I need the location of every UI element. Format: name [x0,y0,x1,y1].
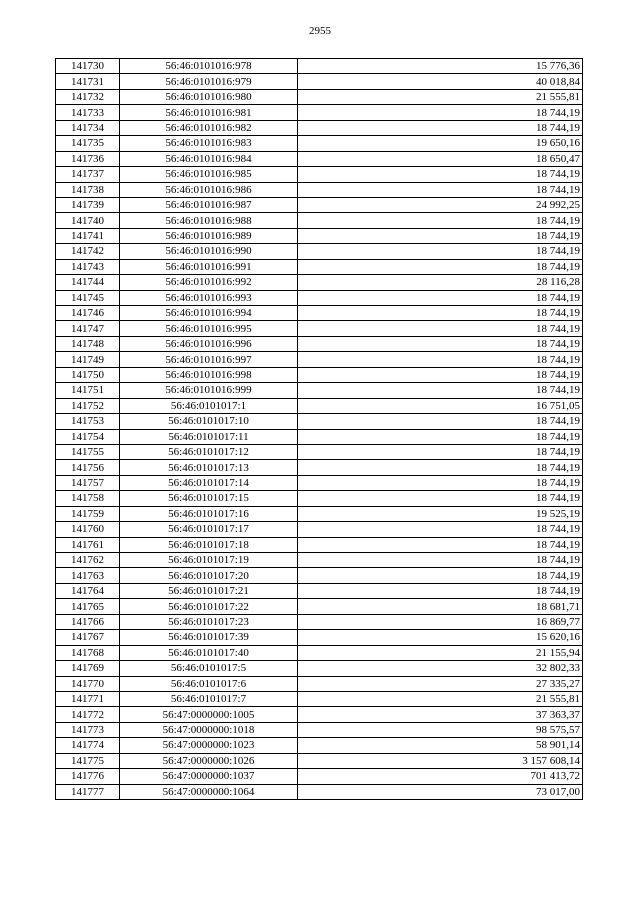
cadastral-number-cell: 56:46:0101016:993 [120,290,298,305]
cadastral-number-cell: 56:46:0101017:13 [120,460,298,475]
cadastral-number-cell: 56:46:0101016:982 [120,120,298,135]
cadastral-value-cell: 40 018,84 [298,74,583,89]
row-number-cell: 141739 [56,197,120,212]
cadastral-value-cell: 18 744,19 [298,537,583,552]
table-row [56,74,583,89]
cadastral-number-cell: 56:46:0101017:21 [120,583,298,598]
cadastral-number-cell: 56:46:0101017:5 [120,661,298,676]
row-number-cell: 141774 [56,738,120,753]
row-number-cell: 141761 [56,537,120,552]
cadastral-value-cell: 15 776,36 [298,59,583,74]
table-row [56,59,583,74]
cadastral-number-cell: 56:46:0101017:18 [120,537,298,552]
table-row [56,120,583,135]
cadastral-number-cell: 56:46:0101016:999 [120,383,298,398]
table-row [56,553,583,568]
cadastral-value-cell: 18 744,19 [298,120,583,135]
cadastral-value-cell: 73 017,00 [298,784,583,799]
cadastral-value-cell: 58 901,14 [298,738,583,753]
table-row [56,722,583,737]
cadastral-value-cell: 3 157 608,14 [298,753,583,768]
cadastral-number-cell: 56:46:0101016:995 [120,321,298,336]
row-number-cell: 141738 [56,182,120,197]
row-number-cell: 141749 [56,352,120,367]
row-number-cell: 141747 [56,321,120,336]
cadastral-number-cell: 56:47:0000000:1018 [120,722,298,737]
table-row [56,228,583,243]
cadastral-number-cell: 56:47:0000000:1023 [120,738,298,753]
cadastral-value-cell: 16 869,77 [298,614,583,629]
table-row [56,275,583,290]
cadastral-number-cell: 56:46:0101016:986 [120,182,298,197]
cadastral-value-cell: 18 744,19 [298,444,583,459]
table-row [56,398,583,413]
row-number-cell: 141755 [56,444,120,459]
cadastral-number-cell: 56:46:0101017:22 [120,599,298,614]
cadastral-value-cell: 32 802,33 [298,661,583,676]
table-row [56,259,583,274]
cadastral-value-cell: 18 744,19 [298,475,583,490]
cadastral-value-cell: 18 744,19 [298,228,583,243]
table-row [56,383,583,398]
cadastral-number-cell: 56:46:0101017:7 [120,691,298,706]
table-row [56,429,583,444]
table-row [56,583,583,598]
cadastral-number-cell: 56:46:0101016:981 [120,105,298,120]
cadastral-value-cell: 21 555,81 [298,89,583,104]
row-number-cell: 141731 [56,74,120,89]
row-number-cell: 141754 [56,429,120,444]
cadastral-value-cell: 18 744,19 [298,290,583,305]
cadastral-number-cell: 56:46:0101016:991 [120,259,298,274]
table-row [56,213,583,228]
row-number-cell: 141756 [56,460,120,475]
table-row [56,707,583,722]
table-row [56,769,583,784]
table-row [56,691,583,706]
cadastral-value-cell: 18 744,19 [298,244,583,259]
cadastral-value-cell: 18 744,19 [298,583,583,598]
cadastral-number-cell: 56:46:0101016:985 [120,167,298,182]
table-row [56,537,583,552]
cadastral-number-cell: 56:46:0101016:984 [120,151,298,166]
cadastral-value-cell: 19 525,19 [298,506,583,521]
cadastral-value-cell: 18 744,19 [298,553,583,568]
table-row [56,89,583,104]
row-number-cell: 141745 [56,290,120,305]
cadastral-number-cell: 56:46:0101017:39 [120,630,298,645]
cadastral-value-cell: 18 744,19 [298,414,583,429]
table-row [56,753,583,768]
table-row [56,614,583,629]
row-number-cell: 141752 [56,398,120,413]
row-number-cell: 141750 [56,367,120,382]
table-row [56,197,583,212]
table-row [56,645,583,660]
row-number-cell: 141775 [56,753,120,768]
table-row [56,167,583,182]
cadastral-number-cell: 56:47:0000000:1037 [120,769,298,784]
cadastral-value-cell: 18 744,19 [298,383,583,398]
table-row [56,738,583,753]
table-row [56,244,583,259]
page-number: 2955 [309,25,331,37]
cadastral-number-cell: 56:46:0101017:19 [120,553,298,568]
cadastral-number-cell: 56:47:0000000:1064 [120,784,298,799]
cadastral-number-cell: 56:46:0101016:979 [120,74,298,89]
row-number-cell: 141736 [56,151,120,166]
cadastral-value-cell: 18 744,19 [298,167,583,182]
cadastral-number-cell: 56:47:0000000:1026 [120,753,298,768]
cadastral-number-cell: 56:46:0101016:988 [120,213,298,228]
cadastral-number-cell: 56:46:0101017:16 [120,506,298,521]
row-number-cell: 141742 [56,244,120,259]
table-row [56,599,583,614]
cadastral-value-cell: 18 744,19 [298,491,583,506]
table-row [56,475,583,490]
table-row [56,676,583,691]
table-row [56,568,583,583]
row-number-cell: 141734 [56,120,120,135]
cadastral-number-cell: 56:46:0101016:994 [120,306,298,321]
cadastral-value-table [55,58,583,800]
cadastral-value-cell: 18 744,19 [298,336,583,351]
table-row [56,105,583,120]
row-number-cell: 141751 [56,383,120,398]
row-number-cell: 141732 [56,89,120,104]
cadastral-value-cell: 24 992,25 [298,197,583,212]
cadastral-number-cell: 56:46:0101017:14 [120,475,298,490]
cadastral-number-cell: 56:46:0101017:20 [120,568,298,583]
cadastral-number-cell: 56:46:0101016:989 [120,228,298,243]
table-row [56,444,583,459]
row-number-cell: 141741 [56,228,120,243]
cadastral-number-cell: 56:46:0101017:15 [120,491,298,506]
cadastral-number-cell: 56:46:0101016:990 [120,244,298,259]
row-number-cell: 141760 [56,522,120,537]
row-number-cell: 141777 [56,784,120,799]
cadastral-value-cell: 18 744,19 [298,182,583,197]
table-row [56,522,583,537]
cadastral-value-cell: 18 744,19 [298,213,583,228]
table-row [56,630,583,645]
cadastral-number-cell: 56:46:0101017:12 [120,444,298,459]
table-row [56,414,583,429]
table-row [56,290,583,305]
cadastral-number-cell: 56:46:0101016:980 [120,89,298,104]
cadastral-number-cell: 56:46:0101016:997 [120,352,298,367]
cadastral-number-cell: 56:46:0101017:23 [120,614,298,629]
row-number-cell: 141770 [56,676,120,691]
table-row [56,506,583,521]
cadastral-value-cell: 21 155,94 [298,645,583,660]
row-number-cell: 141766 [56,614,120,629]
cadastral-number-cell: 56:46:0101016:978 [120,59,298,74]
cadastral-value-cell: 16 751,05 [298,398,583,413]
table-row [56,151,583,166]
cadastral-number-cell: 56:46:0101016:983 [120,136,298,151]
row-number-cell: 141743 [56,259,120,274]
cadastral-value-cell: 18 744,19 [298,105,583,120]
row-number-cell: 141759 [56,506,120,521]
row-number-cell: 141740 [56,213,120,228]
cadastral-value-cell: 18 744,19 [298,259,583,274]
table-row [56,491,583,506]
cadastral-number-cell: 56:46:0101017:11 [120,429,298,444]
cadastral-value-cell: 98 575,57 [298,722,583,737]
row-number-cell: 141730 [56,59,120,74]
cadastral-number-cell: 56:46:0101017:40 [120,645,298,660]
cadastral-value-cell: 18 744,19 [298,460,583,475]
row-number-cell: 141733 [56,105,120,120]
cadastral-value-cell: 27 335,27 [298,676,583,691]
row-number-cell: 141735 [56,136,120,151]
cadastral-value-cell: 37 363,37 [298,707,583,722]
row-number-cell: 141771 [56,691,120,706]
row-number-cell: 141758 [56,491,120,506]
row-number-cell: 141753 [56,414,120,429]
row-number-cell: 141764 [56,583,120,598]
cadastral-value-cell: 18 744,19 [298,306,583,321]
table-row [56,336,583,351]
cadastral-number-cell: 56:46:0101017:17 [120,522,298,537]
cadastral-number-cell: 56:47:0000000:1005 [120,707,298,722]
row-number-cell: 141748 [56,336,120,351]
cadastral-value-cell: 21 555,81 [298,691,583,706]
table-row [56,367,583,382]
table-row [56,460,583,475]
cadastral-value-cell: 18 744,19 [298,367,583,382]
cadastral-value-cell: 18 744,19 [298,321,583,336]
row-number-cell: 141772 [56,707,120,722]
cadastral-number-cell: 56:46:0101016:987 [120,197,298,212]
cadastral-number-cell: 56:46:0101016:998 [120,367,298,382]
table-row [56,306,583,321]
cadastral-value-cell: 18 681,71 [298,599,583,614]
row-number-cell: 141746 [56,306,120,321]
row-number-cell: 141773 [56,722,120,737]
row-number-cell: 141765 [56,599,120,614]
row-number-cell: 141776 [56,769,120,784]
cadastral-value-cell: 19 650,16 [298,136,583,151]
row-number-cell: 141737 [56,167,120,182]
cadastral-number-cell: 56:46:0101017:10 [120,414,298,429]
table-row [56,661,583,676]
row-number-cell: 141757 [56,475,120,490]
cadastral-value-cell: 28 116,28 [298,275,583,290]
table-row [56,182,583,197]
cadastral-value-cell: 18 744,19 [298,522,583,537]
row-number-cell: 141768 [56,645,120,660]
cadastral-value-cell: 18 744,19 [298,429,583,444]
table-row [56,321,583,336]
cadastral-value-cell: 701 413,72 [298,769,583,784]
cadastral-number-cell: 56:46:0101017:1 [120,398,298,413]
table-row [56,136,583,151]
cadastral-value-cell: 15 620,16 [298,630,583,645]
cadastral-value-cell: 18 744,19 [298,352,583,367]
table-body [56,59,583,800]
cadastral-value-cell: 18 744,19 [298,568,583,583]
cadastral-number-cell: 56:46:0101016:992 [120,275,298,290]
cadastral-number-cell: 56:46:0101016:996 [120,336,298,351]
row-number-cell: 141763 [56,568,120,583]
cadastral-number-cell: 56:46:0101017:6 [120,676,298,691]
row-number-cell: 141744 [56,275,120,290]
row-number-cell: 141762 [56,553,120,568]
table-row [56,352,583,367]
cadastral-value-cell: 18 650,47 [298,151,583,166]
row-number-cell: 141767 [56,630,120,645]
table-row [56,784,583,799]
row-number-cell: 141769 [56,661,120,676]
